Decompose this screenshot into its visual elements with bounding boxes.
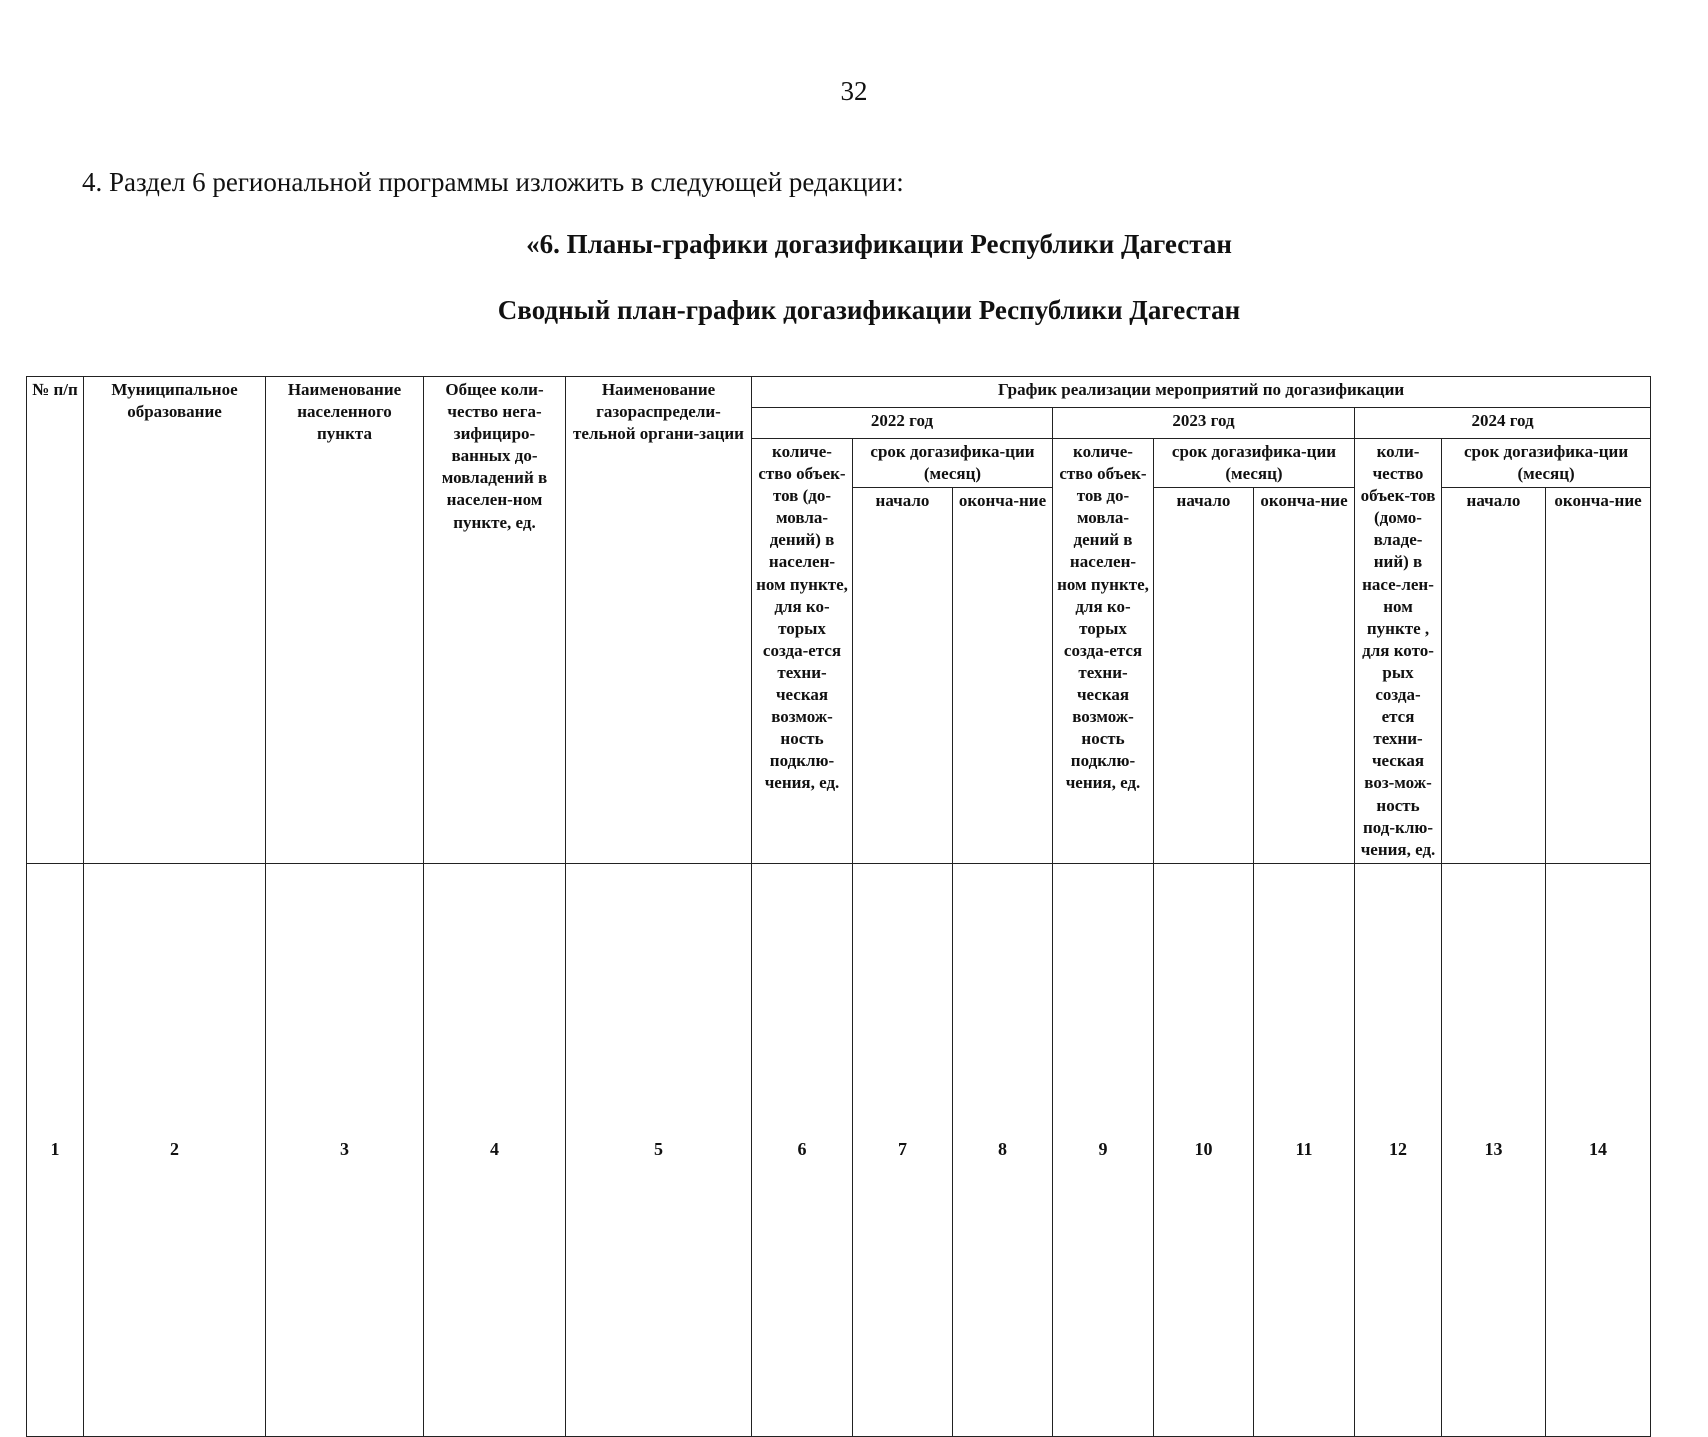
column-number: 3 [266,863,424,1436]
column-number: 13 [1442,863,1546,1436]
column-number: 11 [1254,863,1355,1436]
header-term-2022: срок догазифика-ции (месяц) [853,439,1053,488]
header-year-2022: 2022 год [752,408,1053,439]
header-term-2024: срок догазифика-ции (месяц) [1442,439,1651,488]
page-number: 32 [840,76,868,106]
header-num: № п/п [27,377,84,864]
column-number: 10 [1154,863,1254,1436]
header-total-households: Общее коли-чество нега-зифициро-ванных до-мовладений в населен-ном пункте, ед. [424,377,566,864]
column-number: 9 [1053,863,1154,1436]
column-number: 5 [566,863,752,1436]
column-number: 7 [853,863,953,1436]
header-start-2022: начало [853,488,953,864]
column-number: 12 [1355,863,1442,1436]
table-title: Сводный план-график догазификации Республики Дагестан [497,295,1241,325]
column-number: 4 [424,863,566,1436]
header-schedule: График реализации мероприятий по догазификации [752,377,1651,408]
header-count-2022: количе-ство объек-тов (до-мовла-дений) в населен-ном пункте, для ко-торых созда-ется техни-ческая возмож-ность подклю-чения, ед. [752,439,853,864]
header-term-2023: срок догазифика-ции (месяц) [1154,439,1355,488]
column-numbers-row [27,863,1651,1436]
section-title: «6. Планы-графики догазификации Республики Дагестан [526,229,1232,259]
header-start-2023: начало [1154,488,1254,864]
header-end-2023: оконча-ние [1254,488,1355,864]
header-year-2024: 2024 год [1355,408,1651,439]
header-gas-organization: Наименование газораспредели-тельной органи-зации [566,377,752,864]
header-year-2023: 2023 год [1053,408,1355,439]
column-number: 14 [1546,863,1651,1436]
header-municipality: Муниципальное образование [84,377,266,864]
column-number: 2 [84,863,266,1436]
header-count-2024: коли-чество объек-тов (домо-владе-ний) в насе-лен-ном пункте , для кото-рых созда-ется техни-ческая воз-мож-ность под-клю-чения, ед. [1355,439,1442,864]
header-settlement: Наименование населенного пункта [266,377,424,864]
header-end-2022: оконча-ние [953,488,1053,864]
column-number: 6 [752,863,853,1436]
header-start-2024: начало [1442,488,1546,864]
header-row-1 [27,377,1651,408]
header-end-2024: оконча-ние [1546,488,1651,864]
header-count-2023: количе-ство объек-тов до-мовла-дений в населен-ном пункте, для ко-торых созда-ется техни-ческая возмож-ность подклю-чения, ед. [1053,439,1154,864]
column-number: 1 [27,863,84,1436]
plan-table [26,376,1651,1437]
column-number: 8 [953,863,1053,1436]
intro-text: 4. Раздел 6 региональной программы изложить в следующей редакции: [82,167,904,197]
